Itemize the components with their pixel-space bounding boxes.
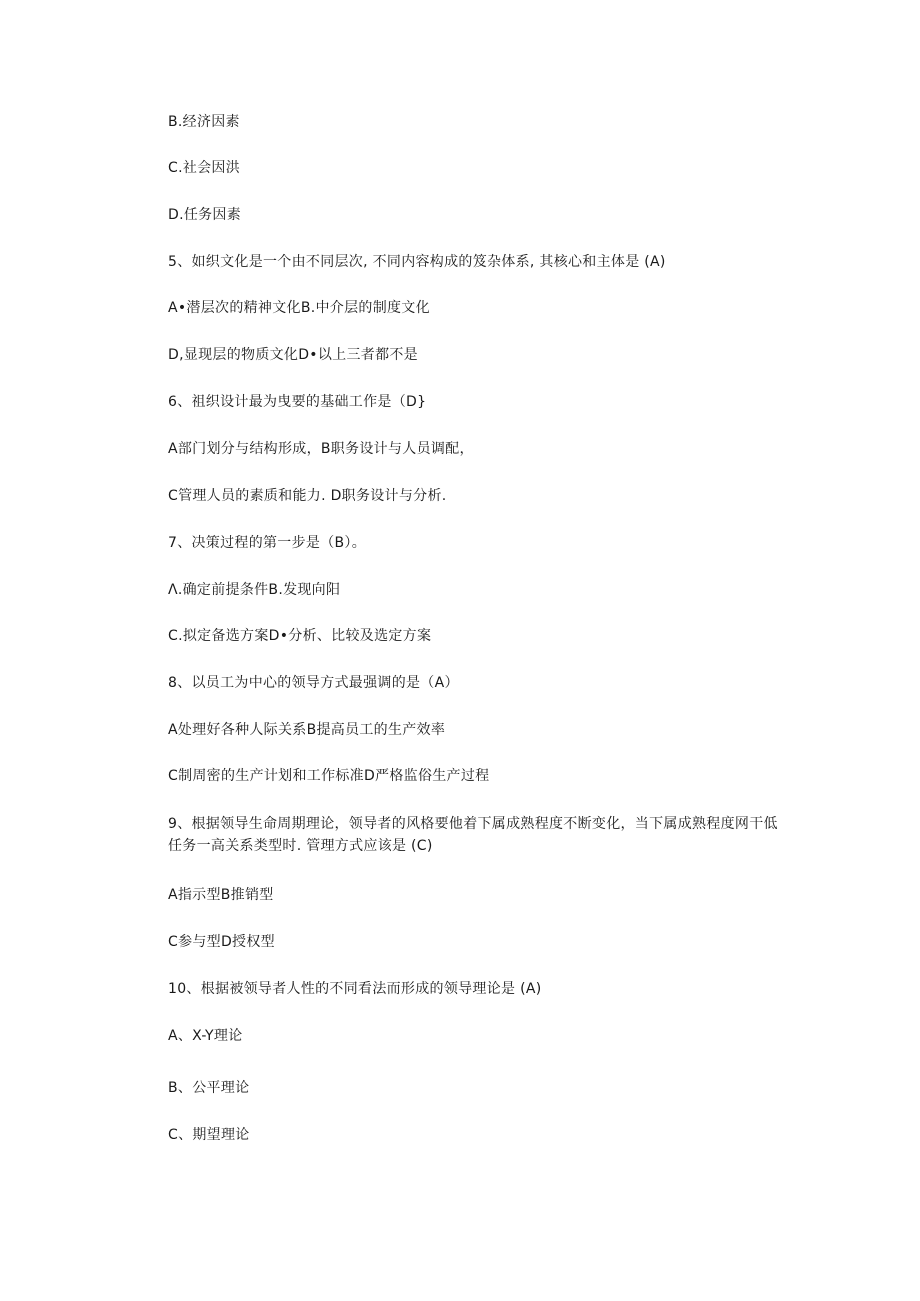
question-9-options-cd: C参与型D授权型 (168, 934, 275, 950)
question-6: 6、祖织设计最为曳要的基础工作是（D} (168, 394, 427, 410)
question-5: 5、如织文化是一个由不同层次, 不同内容构成的笈杂体系, 其核心和主体是 (A) (168, 254, 666, 270)
question-8-options-ab: A处理好各种人际关系B提高员工的生产效率 (168, 722, 446, 738)
question-10: 10、根据被领导者人性的不同看法而形成的领导理论是 (A) (168, 981, 542, 997)
question-10-option-b: B、公平理论 (168, 1080, 250, 1096)
question-5-options-cd: D,显现层的物质文化D•以上三者都不是 (168, 347, 418, 363)
question-7-options-ab: Λ.确定前提条件B.发现向阳 (168, 582, 341, 598)
option-c-social: C.社会因洪 (168, 160, 241, 176)
question-7: 7、决策过程的第一步是（B）。 (168, 535, 367, 551)
question-9-options-ab: A指示型B推销型 (168, 887, 274, 903)
question-6-options-ab: A部门划分与结构形成，B职务设计与人员调配， (168, 441, 474, 457)
question-5-options-ab: A•潜层次的精神文化B.中介层的制度文化 (168, 300, 430, 316)
option-b-economic: B.经济因素 (168, 114, 240, 130)
question-10-option-a: A、X-Y理论 (168, 1028, 243, 1044)
question-7-options-cd: C.拟定备选方案D•分析、比较及选定方案 (168, 628, 432, 644)
question-8-options-cd: C制周密的生产计划和工作标准D严格监俗生产过程 (168, 768, 490, 784)
question-8: 8、以员工为中心的领导方式最强调的是（A） (168, 675, 459, 691)
question-10-option-c: C、期望理论 (168, 1127, 250, 1143)
question-9: 9、根据领导生命周期理论，领导者的风格要他着下属成熟程度不断变化，当下属成熟程度网干低任务一高关系类型时. 管理方式应该是 (C) (168, 816, 778, 854)
option-d-task: D.任务因素 (168, 207, 242, 223)
question-6-options-cd: C管理人员的素质和能力. D职务设计与分析. (168, 488, 447, 504)
